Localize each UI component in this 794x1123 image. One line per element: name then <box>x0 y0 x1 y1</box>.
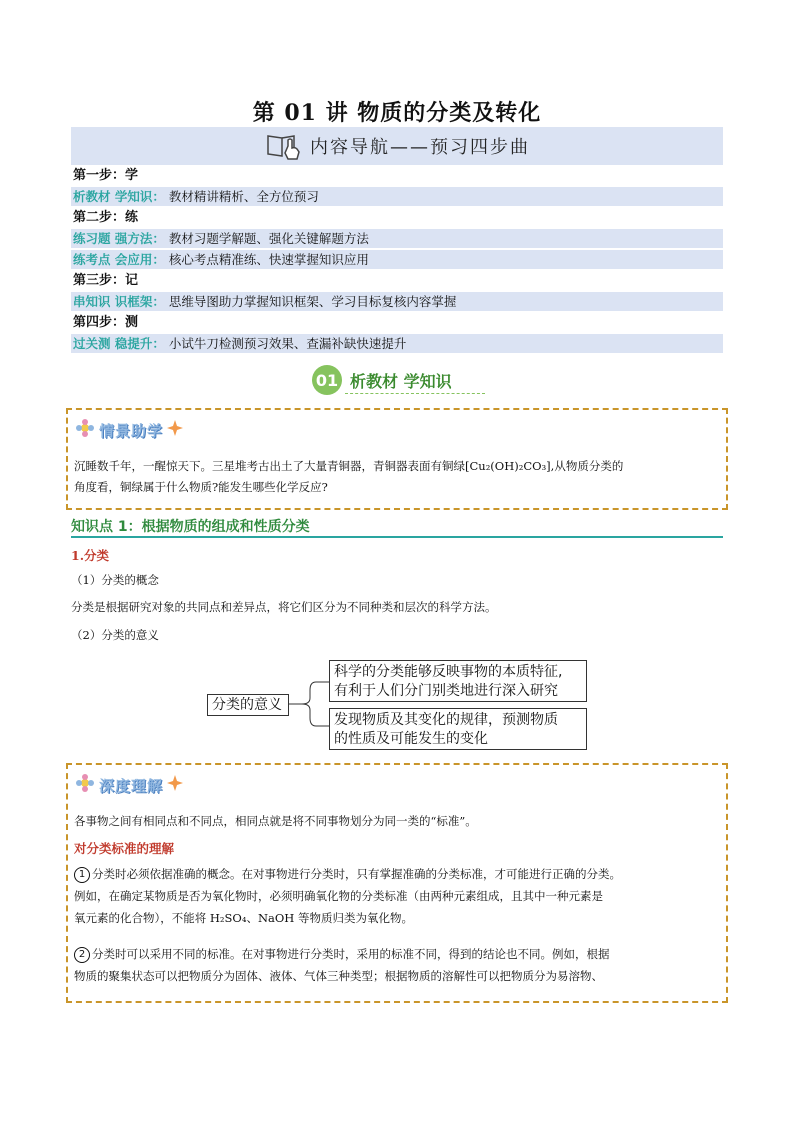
section-underline <box>345 393 485 394</box>
badge-text: 深度理解 <box>99 776 164 795</box>
scenario-badge <box>74 418 184 442</box>
row-tag: 串知识 识框架： <box>73 294 165 309</box>
row-text: 教材精讲精析、全方位预习 <box>168 189 319 204</box>
sub-heading-concept: （1）分类的概念 <box>71 573 159 587</box>
row-tag: 过关测 稳提升： <box>73 336 165 351</box>
step-label: 第二步：练 <box>73 210 139 225</box>
section-header <box>312 364 452 396</box>
deep-understanding-box <box>66 763 728 1003</box>
nav-row-learn <box>71 187 723 206</box>
circled-number: 1 <box>74 867 90 883</box>
step-label: 第一步：学 <box>73 168 139 183</box>
nav-row-step4 <box>71 313 723 332</box>
flower-icon <box>74 773 96 797</box>
nav-row-step2 <box>71 208 723 227</box>
row-tag: 析教材 学知识： <box>73 189 165 204</box>
diagram-line: 科学的分类能够反映事物的本质特征, <box>334 664 563 680</box>
nav-row-step1 <box>71 166 723 185</box>
diagram-line: 发现物质及其变化的规律，预测物质 <box>334 712 558 728</box>
flower-icon <box>74 418 96 442</box>
deep-line: 2 分类时可以采用不同的标准。在对事物进行分类时，采用的标准不同，得到的结论也不同。例如，根据 <box>74 943 724 965</box>
diagram-line: 的性质及可能发生的变化 <box>334 731 488 747</box>
nav-row-step3 <box>71 271 723 290</box>
scenario-line: 角度看，铜绿属于什么物质?能发生哪些化学反应? <box>74 480 328 494</box>
row-tag: 练考点 会应用： <box>73 252 165 267</box>
deep-line: 氧元素的化合物），不能将 H₂SO₄、NaOH 等物质归类为氧化物。 <box>74 911 413 925</box>
sparkle-icon <box>166 774 184 796</box>
row-tag: 练习题 强方法： <box>73 231 165 246</box>
sub-heading-meaning: （2）分类的意义 <box>71 628 159 642</box>
sparkle-icon <box>166 419 184 441</box>
diagram-bottom-box <box>329 708 587 750</box>
deep-line: 例如，在确定某物质是否为氧化物时，必须明确氧化物的分类标准（由两种元素组成，且其中一种元素是 <box>74 889 603 903</box>
nav-title: 内容导航——预习四步曲 <box>310 137 530 158</box>
nav-header <box>71 127 723 165</box>
step-label: 第四步：测 <box>73 315 139 330</box>
diagram-top-box <box>329 660 587 702</box>
nav-row-practice <box>71 229 723 248</box>
deep-item-1 <box>74 863 724 929</box>
deep-item-2 <box>74 943 724 987</box>
circled-number: 2 <box>74 947 90 963</box>
section-number: 01 <box>312 365 342 395</box>
heading-classification: 1.分类 <box>71 548 110 563</box>
row-text: 小试牛刀检测预习效果、查漏补缺快速提升 <box>168 336 407 351</box>
scenario-line: 沉睡数千年，一醒惊天下。三星堆考古出土了大量青铜器，青铜器表面有铜绿[Cu₂(OH)₂CO₃],从物质分类的 <box>74 459 624 473</box>
concept-paragraph: 分类是根据研究对象的共同点和差异点，将它们区分为不同种类和层次的科学方法。 <box>71 600 497 614</box>
row-text: 思维导图助力掌握知识框架、学习目标复核内容掌握 <box>168 294 457 309</box>
scenario-box <box>66 408 728 510</box>
knowledge-point-title: 知识点 1：根据物质的组成和性质分类 <box>71 519 310 535</box>
deep-line: 1 分类时必须依据准确的概念。在对事物进行分类时，只有掌握准确的分类标准，才可能进行正确的分类。 <box>74 863 724 885</box>
diagram-line: 有利于人们分门别类地进行深入研究 <box>334 683 558 699</box>
step-label: 第三步：记 <box>73 273 139 288</box>
badge-text: 情景助学 <box>99 421 164 440</box>
knowledge-point-rule <box>71 536 723 538</box>
deep-heading: 对分类标准的理解 <box>74 841 175 856</box>
nav-row-framework <box>71 292 723 311</box>
deep-line: 物质的聚集状态可以把物质分为固体、液体、气体三种类型；根据物质的溶解性可以把物质分为易溶物、 <box>74 969 603 983</box>
deep-badge <box>74 773 184 797</box>
nav-row-apply <box>71 250 723 269</box>
page-title: 第 01 讲 物质的分类及转化 <box>252 100 542 126</box>
scenario-text <box>74 456 722 498</box>
section-label: 析教材 学知识 <box>350 371 452 391</box>
diagram-center: 分类的意义 <box>207 694 289 716</box>
row-text: 核心考点精准练、快速掌握知识应用 <box>168 252 369 267</box>
deep-paragraph: 各事物之间有相同点和不同点，相同点就是将不同事物划分为同一类的“标准”。 <box>74 814 477 828</box>
nav-row-test <box>71 334 723 353</box>
book-hand-icon <box>264 128 304 164</box>
row-text: 教材习题学解题、强化关键解题方法 <box>168 231 369 246</box>
